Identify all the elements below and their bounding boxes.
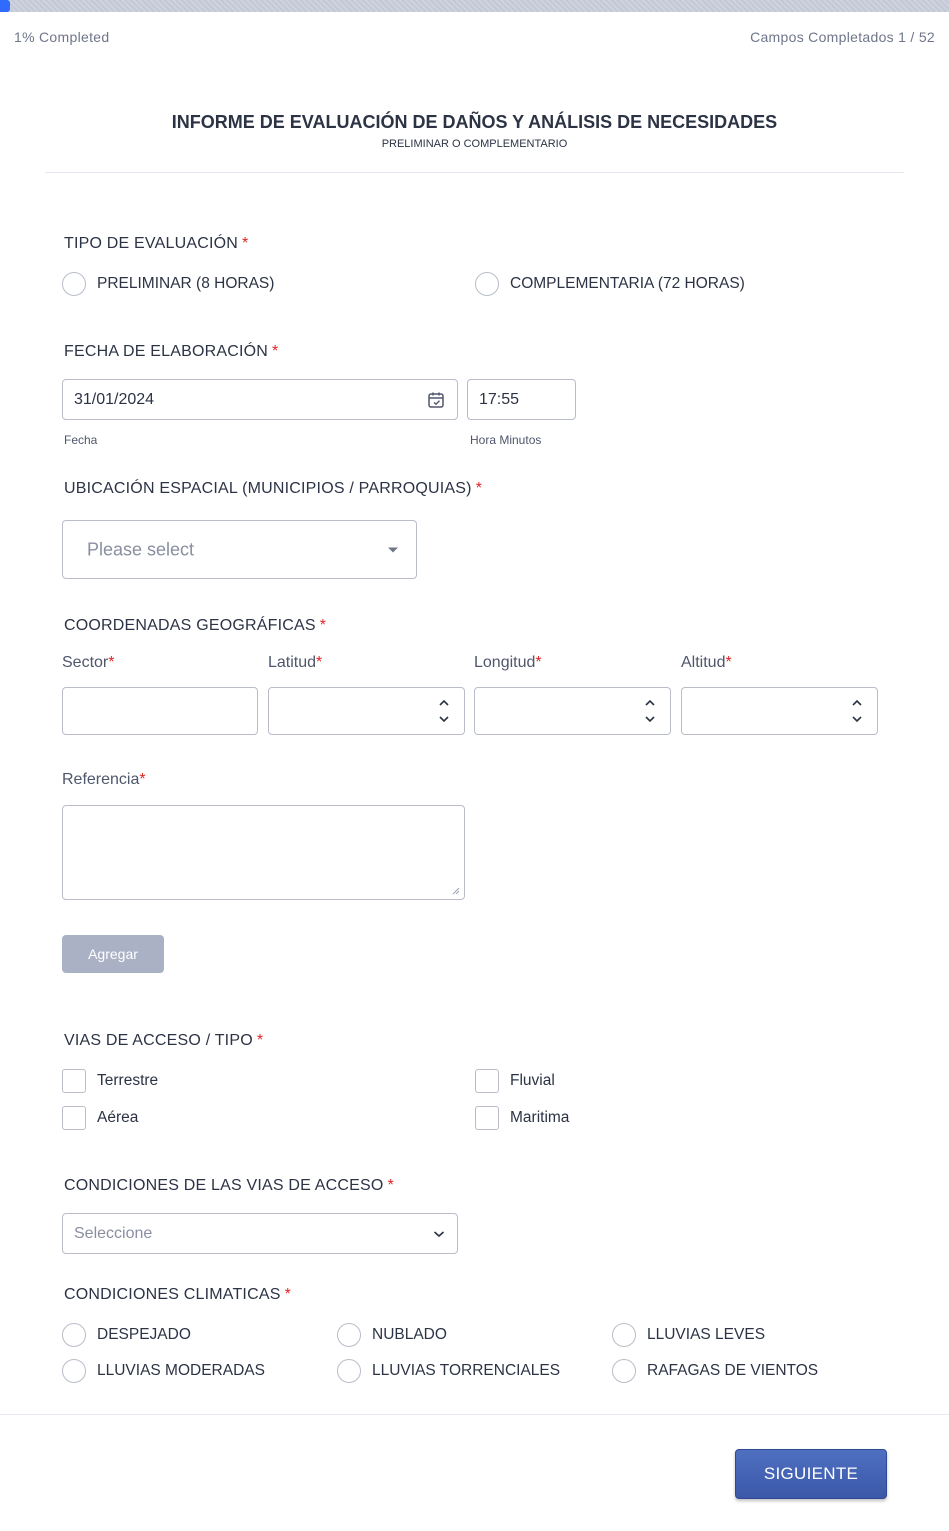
- caret-down-icon: [388, 547, 398, 552]
- radio-circle[interactable]: [612, 1359, 636, 1383]
- checkbox-label: Aérea: [97, 1109, 139, 1126]
- radio-label: RAFAGAS DE VIENTOS: [647, 1362, 819, 1379]
- referencia-label: Referencia*: [62, 771, 146, 788]
- required-mark: *: [475, 480, 483, 497]
- latitud-label: Latitud*: [268, 654, 323, 671]
- radio-nublado[interactable]: [337, 1323, 447, 1347]
- radio-label: COMPLEMENTARIA (72 HORAS): [510, 275, 745, 292]
- number-spinner-icon[interactable]: [644, 698, 656, 724]
- select-placeholder: Please select: [87, 539, 195, 559]
- checkbox-label: Fluvial: [510, 1072, 555, 1089]
- resize-handle-icon[interactable]: [452, 887, 460, 895]
- date-sublabel: Fecha: [64, 433, 98, 447]
- referencia-textarea[interactable]: [62, 805, 465, 900]
- radio-label: LLUVIAS MODERADAS: [97, 1362, 265, 1379]
- date-input[interactable]: [62, 379, 458, 420]
- ubicacion-select[interactable]: [62, 520, 417, 579]
- fecha-elaboracion-label: FECHA DE ELABORACIÓN *: [64, 343, 279, 360]
- required-mark: *: [256, 1032, 264, 1049]
- altitud-label: Altitud*: [681, 654, 732, 671]
- time-sublabel: Hora Minutos: [470, 433, 542, 447]
- tipo-evaluacion-label: TIPO DE EVALUACIÓN *: [64, 235, 249, 252]
- ubicacion-label: UBICACIÓN ESPACIAL (MUNICIPIOS / PARROQUIAS) *: [64, 480, 483, 497]
- checkbox-fluvial[interactable]: [475, 1069, 555, 1093]
- radio-label: NUBLADO: [372, 1326, 447, 1343]
- checkbox-box[interactable]: [475, 1106, 499, 1130]
- progress-percent-text: 1% Completed: [14, 29, 110, 45]
- radio-rafagas-vientos[interactable]: [612, 1359, 818, 1383]
- radio-preliminar[interactable]: [62, 272, 274, 296]
- agregar-button[interactable]: Agregar: [62, 935, 164, 973]
- date-value: 31/01/2024: [74, 390, 155, 408]
- radio-circle[interactable]: [62, 1359, 86, 1383]
- condiciones-vias-label: CONDICIONES DE LAS VIAS DE ACCESO *: [64, 1177, 395, 1194]
- required-mark: *: [316, 654, 323, 671]
- sector-input[interactable]: [62, 687, 258, 735]
- footer-divider: [0, 1414, 949, 1415]
- fields-completed-count: Campos Completados 1 / 52: [750, 29, 935, 45]
- select-placeholder: Seleccione: [74, 1224, 153, 1242]
- altitud-input[interactable]: [681, 687, 878, 735]
- checkbox-box[interactable]: [62, 1069, 86, 1093]
- siguiente-button[interactable]: SIGUIENTE: [735, 1449, 887, 1499]
- sector-label: Sector*: [62, 654, 115, 671]
- vias-acceso-label: VIAS DE ACCESO / TIPO *: [64, 1032, 264, 1049]
- radio-label: DESPEJADO: [97, 1326, 191, 1343]
- calendar-icon[interactable]: [427, 391, 445, 409]
- number-spinner-icon[interactable]: [438, 698, 450, 724]
- checkbox-box[interactable]: [62, 1106, 86, 1130]
- time-value: 17:55: [479, 390, 520, 408]
- chevron-down-icon: [433, 1230, 445, 1238]
- checkbox-terrestre[interactable]: [62, 1069, 158, 1093]
- required-mark: *: [725, 654, 732, 671]
- checkbox-maritima[interactable]: [475, 1106, 569, 1130]
- latitud-input[interactable]: [268, 687, 465, 735]
- longitud-input[interactable]: [474, 687, 671, 735]
- required-mark: *: [242, 235, 249, 252]
- time-input[interactable]: [467, 379, 576, 420]
- required-mark: *: [139, 771, 146, 788]
- required-mark: *: [108, 654, 115, 671]
- checkbox-box[interactable]: [475, 1069, 499, 1093]
- coordenadas-label: COORDENADAS GEOGRÁFICAS *: [64, 617, 327, 634]
- condiciones-vias-select[interactable]: [62, 1213, 458, 1254]
- radio-circle[interactable]: [337, 1359, 361, 1383]
- checkbox-label: Terrestre: [97, 1072, 159, 1089]
- required-mark: *: [319, 617, 327, 634]
- required-mark: *: [535, 654, 542, 671]
- radio-lluvias-leves[interactable]: [612, 1323, 765, 1347]
- radio-circle[interactable]: [475, 272, 499, 296]
- form-subtitle: PRELIMINAR O COMPLEMENTARIO: [381, 138, 568, 150]
- number-spinner-icon[interactable]: [851, 698, 863, 724]
- radio-circle[interactable]: [62, 1323, 86, 1347]
- checkbox-label: Maritima: [510, 1109, 570, 1126]
- radio-circle[interactable]: [612, 1323, 636, 1347]
- radio-lluvias-torrenciales[interactable]: [337, 1359, 560, 1383]
- radio-circle[interactable]: [62, 272, 86, 296]
- required-mark: *: [272, 343, 279, 360]
- radio-circle[interactable]: [337, 1323, 361, 1347]
- progress-bar: [0, 0, 949, 12]
- radio-label: LLUVIAS TORRENCIALES: [372, 1362, 561, 1379]
- radio-label: LLUVIAS LEVES: [647, 1326, 766, 1343]
- form-title: INFORME DE EVALUACIÓN DE DAÑOS Y ANÁLISIS DE NECESIDADES: [171, 112, 778, 132]
- header-divider: [45, 172, 904, 173]
- radio-label: PRELIMINAR (8 HORAS): [97, 275, 275, 292]
- condiciones-climaticas-label: CONDICIONES CLIMATICAS *: [64, 1286, 292, 1303]
- progress-bar-fill: [0, 0, 10, 12]
- radio-complementaria[interactable]: [475, 272, 745, 296]
- radio-despejado[interactable]: [62, 1323, 191, 1347]
- radio-lluvias-moderadas[interactable]: [62, 1359, 265, 1383]
- required-mark: *: [284, 1286, 292, 1303]
- checkbox-aerea[interactable]: [62, 1106, 138, 1130]
- required-mark: *: [387, 1177, 395, 1194]
- longitud-label: Longitud*: [474, 654, 542, 671]
